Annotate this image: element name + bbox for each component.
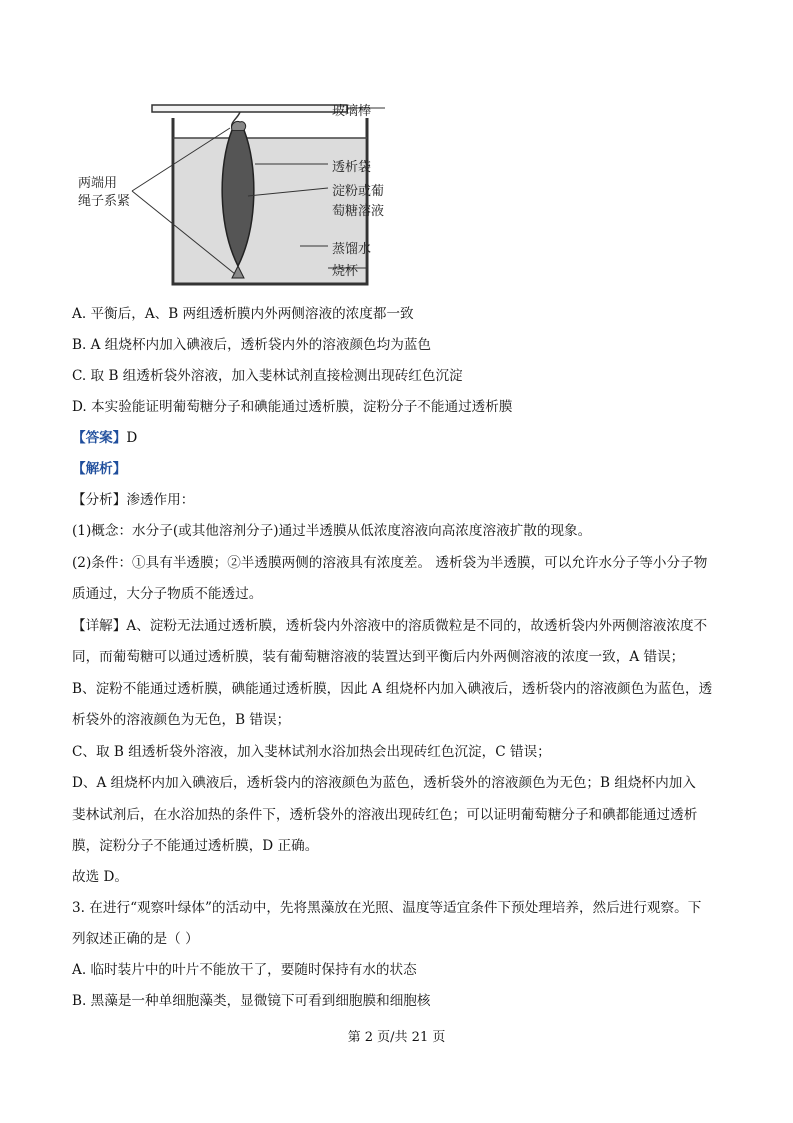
detail-a-text-1: A、淀粉无法通过透析膜，透析袋内外溶液中的溶质微粒是不同的，故透析袋内外两侧溶液浓度不 <box>126 618 708 634</box>
option-b: B. A 组烧杯内加入碘液后，透析袋内外的溶液颜色均为蓝色 <box>72 337 432 353</box>
page-footer: 第 2 页/共 21 页 <box>347 1030 446 1045</box>
label-bag: 透析袋 <box>332 160 372 175</box>
answer-tag: 【答案】 <box>72 430 127 446</box>
analysis-tag: 【解析】 <box>72 461 127 477</box>
fenxi-tag: 【分析】 <box>72 492 127 508</box>
label-beaker: 烧杯 <box>332 264 359 279</box>
detail-d-line-2: 斐林试剂后，在水浴加热的条件下，透析袋外的溶液出现砖红色；可以证明葡萄糖分子和碘都能通过透析 <box>72 807 698 823</box>
detail-a-line-1 <box>72 616 707 636</box>
detail-d-line-1: D、A 组烧杯内加入碘液后，透析袋内的溶液颜色为蓝色，透析袋外的溶液颜色为无色；B 组烧杯内加入 <box>72 775 696 791</box>
concept-line: (1)概念：水分子(或其他溶剂分子)通过半透膜从低浓度溶液向高浓度溶液扩散的现象。 <box>72 523 592 539</box>
q3-stem-line-1: 3. 在进行“观察叶绿体”的活动中，先将黑藻放在光照、温度等适宜条件下预处理培养，然后进行观察。下 <box>72 900 702 916</box>
q3-option-b: B. 黑藻是一种单细胞藻类，显微镜下可看到细胞膜和细胞核 <box>72 993 431 1009</box>
label-tie-1: 两端用 <box>78 176 118 191</box>
option-c: C. 取 B 组透析袋外溶液，加入斐林试剂直接检测出现砖红色沉淀 <box>72 368 463 384</box>
conditions-line-1: (2)条件：①具有半透膜；②半透膜两侧的溶液具有浓度差。 透析袋为半透膜，可以允许水分子等小分子物 <box>72 555 708 571</box>
detail-d-line-3: 膜，淀粉分子不能通过透析膜，D 正确。 <box>72 838 319 854</box>
analysis-line <box>72 459 126 479</box>
dialysis-figure <box>60 96 420 296</box>
answer-line <box>72 428 137 448</box>
detail-c-line-1: C、取 B 组透析袋外溶液，加入斐林试剂水浴加热会出现砖红色沉淀，C 错误； <box>72 744 551 760</box>
q3-option-a: A. 临时装片中的叶片不能放干了，要随时保持有水的状态 <box>72 962 417 978</box>
option-a: A. 平衡后，A、B 两组透析膜内外两侧溶液的浓度都一致 <box>72 306 414 322</box>
choose-line: 故选 D。 <box>72 869 129 885</box>
glass-rod <box>152 105 347 112</box>
bag-top-knot <box>232 121 246 130</box>
label-tie-2: 绳子系紧 <box>78 194 131 209</box>
label-water: 蒸馏水 <box>332 242 372 257</box>
detail-a-line-2: 同，而葡萄糖可以通过透析膜，装有葡萄糖溶液的装置达到平衡后内外两侧溶液的浓度一致，A 错误； <box>72 649 685 665</box>
fenxi-text: 渗透作用： <box>126 492 195 508</box>
conditions-line-2: 质通过，大分子物质不能透过。 <box>72 586 263 602</box>
fenxi-line <box>72 490 194 510</box>
detail-b-line-2: 析袋外的溶液颜色为无色，B 错误； <box>72 712 291 728</box>
answer-text: D <box>126 430 138 446</box>
detail-b-line-1: B、淀粉不能通过透析膜，碘能通过透析膜，因此 A 组烧杯内加入碘液后，透析袋内的溶液颜色为蓝色，透 <box>72 681 713 697</box>
label-solution-1: 淀粉或葡 <box>332 184 385 199</box>
option-d: D. 本实验能证明葡萄糖分子和碘能通过透析膜，淀粉分子不能通过透析膜 <box>72 399 513 415</box>
label-glass-rod: 玻璃棒 <box>332 104 372 119</box>
q3-stem-line-2: 列叙述正确的是（ ） <box>72 931 199 947</box>
label-solution-2: 萄糖溶液 <box>332 204 385 219</box>
detail-tag: 【详解】 <box>72 618 127 634</box>
